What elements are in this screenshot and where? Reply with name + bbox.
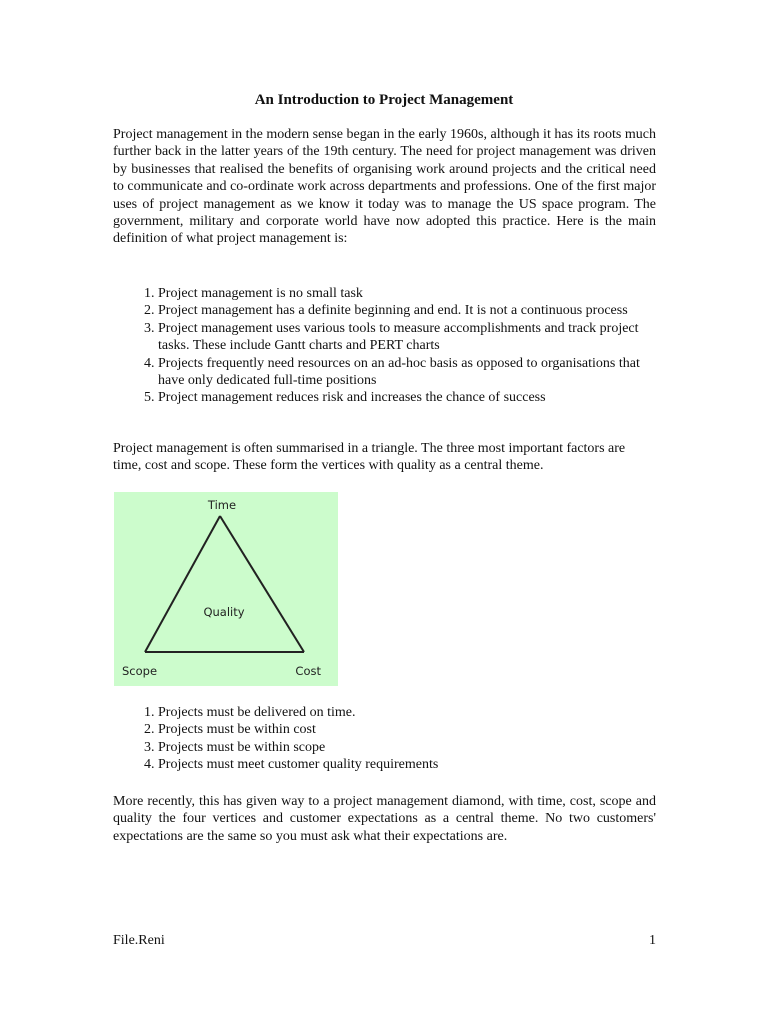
center-label-quality: Quality xyxy=(203,605,245,619)
triangle-edge-right xyxy=(220,516,304,652)
list-item: 3. Projects must be within scope xyxy=(158,739,643,756)
triangle-diagram xyxy=(114,492,338,686)
triangle-edge-left xyxy=(145,516,220,652)
footer-file-name: File.Reni xyxy=(113,933,165,948)
list-item: 4. Projects must meet customer quality requirements xyxy=(158,756,643,773)
list-item: 1. Project management is no small task xyxy=(158,285,643,302)
requirements-list xyxy=(113,704,643,774)
project-triangle-figure xyxy=(114,492,338,686)
list-item: 5. Project management reduces risk and increases the chance of success xyxy=(158,389,643,406)
list-item: 1. Projects must be delivered on time. xyxy=(158,704,643,721)
vertex-label-cost: Cost xyxy=(295,664,321,678)
triangle-paragraph: Project management is often summarised in a triangle. The three most important factors are time, cost and scope. These form the vertices with quality as a central theme. xyxy=(113,441,626,474)
list-item: 3. Project management uses various tools to measure accomplishments and track project tasks. These include Gantt charts and PERT charts xyxy=(158,320,643,355)
list-item: 2. Projects must be within cost xyxy=(158,721,643,738)
diamond-paragraph: More recently, this has given way to a project management diamond, with time, cost, scope and quality the four vertices and customer expectations as a central theme. No two customers' expectations are the same so you must ask what their expectations are. xyxy=(113,794,656,844)
vertex-label-time: Time xyxy=(207,498,237,512)
document-title: An Introduction to Project Management xyxy=(254,92,514,108)
definition-list xyxy=(113,285,643,407)
list-item: 2. Project management has a definite beginning and end. It is not a continuous process xyxy=(158,302,643,319)
intro-paragraph: Project management in the modern sense began in the early 1960s, although it has its roots much further back in the latter years of the 19th century. The need for project management was driven by businesses that realised the benefits of organising work around projects and the critical need to communicate and co-ordinate work across departments and professions. One of the first major uses of project management as we know it today was to manage the US space program. The government, military and corporate world have now adopted this practice. Here is the main definition of what project management is: xyxy=(113,127,656,247)
footer-page-number: 1 xyxy=(649,933,656,948)
list-item: 4. Projects frequently need resources on an ad-hoc basis as opposed to organisations that have only dedicated full-time positions xyxy=(158,355,643,390)
vertex-label-scope: Scope xyxy=(122,664,158,678)
